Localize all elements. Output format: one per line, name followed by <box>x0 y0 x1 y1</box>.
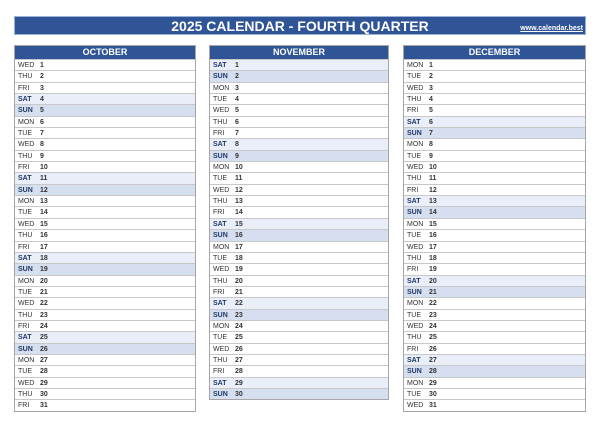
day-row <box>210 206 388 217</box>
day-row <box>404 343 585 354</box>
day-row <box>15 195 195 206</box>
weekday-label: SUN <box>18 186 33 194</box>
weekday-label: MON <box>18 118 35 126</box>
day-row <box>15 377 195 388</box>
day-row <box>404 184 585 195</box>
weekday-label: FRI <box>213 209 225 217</box>
day-number: 11 <box>235 175 243 183</box>
day-row <box>15 93 195 104</box>
weekday-label: TUE <box>213 254 227 262</box>
day-row <box>15 116 195 127</box>
day-row <box>210 252 388 263</box>
weekday-label: SAT <box>213 141 227 149</box>
weekday-label: THU <box>18 152 33 160</box>
day-row <box>15 206 195 217</box>
day-row <box>210 354 388 365</box>
day-row <box>15 331 195 342</box>
weekday-label: SAT <box>18 254 32 262</box>
day-number: 31 <box>40 402 48 410</box>
weekday-label: SUN <box>407 368 422 376</box>
day-number: 21 <box>235 288 243 296</box>
weekday-label: WED <box>407 322 424 330</box>
day-number: 22 <box>40 300 48 308</box>
weekday-label: FRI <box>407 107 419 115</box>
weekday-label: THU <box>18 73 33 81</box>
day-number: 10 <box>40 164 48 172</box>
day-number: 12 <box>40 186 48 194</box>
day-row <box>404 70 585 81</box>
weekday-label: MON <box>407 300 424 308</box>
month-header: DECEMBER <box>404 46 585 59</box>
weekday-label: SAT <box>213 220 227 228</box>
day-number: 26 <box>40 345 48 353</box>
weekday-label: SUN <box>18 266 33 274</box>
calendar-title <box>14 16 586 35</box>
day-number: 26 <box>429 345 437 353</box>
weekday-label: TUE <box>407 152 421 160</box>
day-row <box>15 388 195 399</box>
day-number: 6 <box>429 118 433 126</box>
day-number: 11 <box>429 175 437 183</box>
day-number: 29 <box>235 379 243 387</box>
day-number: 22 <box>235 300 243 308</box>
day-number: 5 <box>235 107 239 115</box>
day-row <box>15 309 195 320</box>
weekday-label: WED <box>18 62 35 69</box>
weekday-label: FRI <box>18 402 30 410</box>
day-number: 7 <box>235 130 239 138</box>
day-row <box>210 241 388 252</box>
weekday-label: SUN <box>407 288 422 296</box>
day-row <box>15 184 195 195</box>
day-number: 1 <box>40 62 44 69</box>
day-row <box>210 82 388 93</box>
day-number: 10 <box>429 164 437 172</box>
day-number: 2 <box>40 73 44 81</box>
day-number: 13 <box>235 198 243 206</box>
weekday-label: SAT <box>213 379 227 387</box>
weekday-label: TUE <box>407 73 421 81</box>
weekday-label: WED <box>213 186 230 194</box>
day-number: 20 <box>429 277 437 285</box>
day-number: 20 <box>235 277 243 285</box>
weekday-label: SAT <box>213 62 227 69</box>
day-number: 3 <box>40 84 44 92</box>
weekday-label: TUE <box>18 130 32 138</box>
day-number: 9 <box>40 152 44 160</box>
weekday-label: SUN <box>18 345 33 353</box>
weekday-label: MON <box>18 356 35 364</box>
day-number: 1 <box>235 62 239 69</box>
day-number: 2 <box>429 73 433 81</box>
day-row <box>210 275 388 286</box>
weekday-label: FRI <box>18 164 30 172</box>
weekday-label: SUN <box>213 232 228 240</box>
weekday-label: SAT <box>407 356 421 364</box>
day-row <box>404 320 585 331</box>
day-row <box>15 70 195 81</box>
day-number: 30 <box>235 390 243 398</box>
weekday-label: WED <box>213 266 230 274</box>
day-number: 13 <box>429 198 437 206</box>
day-row <box>210 116 388 127</box>
website-link[interactable]: www.calendar.best <box>520 25 583 32</box>
day-row <box>404 309 585 320</box>
weekday-label: SAT <box>407 118 421 126</box>
weekday-label: WED <box>18 379 35 387</box>
day-row <box>15 229 195 240</box>
weekday-label: THU <box>213 198 228 206</box>
day-number: 5 <box>40 107 44 115</box>
day-number: 4 <box>235 96 239 104</box>
weekday-label: SAT <box>18 334 32 342</box>
weekday-label: WED <box>213 107 230 115</box>
weekday-label: MON <box>407 141 424 149</box>
day-row <box>15 218 195 229</box>
day-number: 17 <box>429 243 437 251</box>
day-row <box>404 93 585 104</box>
weekday-label: SUN <box>407 130 422 138</box>
weekday-label: TUE <box>18 209 32 217</box>
day-number: 19 <box>235 266 243 274</box>
day-row <box>404 172 585 183</box>
day-row <box>15 241 195 252</box>
day-number: 24 <box>429 322 437 330</box>
day-row <box>210 218 388 229</box>
day-number: 21 <box>40 288 48 296</box>
day-number: 14 <box>235 209 243 217</box>
day-row <box>404 297 585 308</box>
day-row <box>404 377 585 388</box>
day-row <box>210 320 388 331</box>
day-row <box>404 138 585 149</box>
weekday-label: SUN <box>213 152 228 160</box>
day-row <box>15 275 195 286</box>
weekday-label: WED <box>213 345 230 353</box>
day-row <box>404 263 585 274</box>
day-number: 14 <box>40 209 48 217</box>
weekday-label: TUE <box>407 390 421 398</box>
day-number: 18 <box>429 254 437 262</box>
day-row <box>15 354 195 365</box>
day-row <box>210 138 388 149</box>
day-row <box>404 229 585 240</box>
day-row <box>210 184 388 195</box>
weekday-label: SUN <box>213 390 228 398</box>
day-row <box>15 104 195 115</box>
weekday-label: THU <box>213 118 228 126</box>
day-number: 25 <box>429 334 437 342</box>
day-number: 29 <box>40 379 48 387</box>
day-number: 15 <box>429 220 437 228</box>
day-number: 6 <box>235 118 239 126</box>
day-row <box>210 104 388 115</box>
day-row <box>404 354 585 365</box>
weekday-label: TUE <box>18 288 32 296</box>
month-header: OCTOBER <box>15 46 195 59</box>
day-number: 2 <box>235 73 239 81</box>
day-row <box>404 82 585 93</box>
weekday-label: SUN <box>407 209 422 217</box>
weekday-label: THU <box>213 277 228 285</box>
day-row <box>15 263 195 274</box>
weekday-label: MON <box>213 243 230 251</box>
day-number: 30 <box>429 390 437 398</box>
day-number: 18 <box>235 254 243 262</box>
day-row <box>404 252 585 263</box>
weekday-label: THU <box>407 175 422 183</box>
day-number: 1 <box>429 62 433 69</box>
weekday-label: THU <box>213 356 228 364</box>
day-row <box>210 331 388 342</box>
day-row <box>210 286 388 297</box>
weekday-label: SUN <box>213 311 228 319</box>
day-row <box>15 365 195 376</box>
day-row <box>15 252 195 263</box>
day-number: 4 <box>40 96 44 104</box>
day-row <box>210 172 388 183</box>
day-number: 10 <box>235 164 243 172</box>
day-row <box>15 286 195 297</box>
weekday-label: TUE <box>407 232 421 240</box>
day-row <box>404 104 585 115</box>
day-number: 23 <box>235 311 243 319</box>
weekday-label: WED <box>407 164 424 172</box>
day-row <box>404 388 585 399</box>
day-number: 15 <box>235 220 243 228</box>
day-row <box>404 127 585 138</box>
day-number: 13 <box>40 198 48 206</box>
day-number: 27 <box>235 356 243 364</box>
day-row <box>404 286 585 297</box>
day-row <box>404 150 585 161</box>
day-number: 11 <box>40 175 48 183</box>
day-number: 5 <box>429 107 433 115</box>
day-row <box>15 82 195 93</box>
month-december <box>403 45 586 412</box>
day-row <box>404 365 585 376</box>
day-row <box>210 297 388 308</box>
day-number: 15 <box>40 220 48 228</box>
day-row <box>15 161 195 172</box>
month-november <box>209 45 389 400</box>
weekday-label: THU <box>407 96 422 104</box>
weekday-label: FRI <box>407 345 419 353</box>
day-row <box>15 127 195 138</box>
weekday-label: SAT <box>18 175 32 183</box>
day-number: 8 <box>429 141 433 149</box>
day-number: 4 <box>429 96 433 104</box>
day-row <box>15 172 195 183</box>
weekday-label: TUE <box>213 334 227 342</box>
day-row <box>210 195 388 206</box>
day-row <box>210 343 388 354</box>
day-row <box>404 241 585 252</box>
month-header: NOVEMBER <box>210 46 388 59</box>
day-number: 8 <box>40 141 44 149</box>
day-row <box>15 399 195 410</box>
day-row <box>404 275 585 286</box>
day-number: 24 <box>40 322 48 330</box>
month-october <box>14 45 196 412</box>
weekday-label: SUN <box>213 73 228 81</box>
day-number: 17 <box>40 243 48 251</box>
day-number: 8 <box>235 141 239 149</box>
weekday-label: MON <box>213 164 230 172</box>
weekday-label: MON <box>18 198 35 206</box>
weekday-label: MON <box>407 220 424 228</box>
weekday-label: WED <box>18 141 35 149</box>
day-number: 25 <box>235 334 243 342</box>
day-row <box>210 263 388 274</box>
day-number: 23 <box>40 311 48 319</box>
weekday-label: FRI <box>18 84 30 92</box>
weekday-label: FRI <box>213 368 225 376</box>
weekday-label: SAT <box>407 277 421 285</box>
weekday-label: SAT <box>18 96 32 104</box>
day-number: 16 <box>429 232 437 240</box>
day-number: 21 <box>429 288 437 296</box>
day-number: 31 <box>429 402 437 410</box>
day-row <box>15 320 195 331</box>
day-number: 26 <box>235 345 243 353</box>
day-row <box>404 161 585 172</box>
day-row <box>15 138 195 149</box>
weekday-label: THU <box>407 254 422 262</box>
day-number: 24 <box>235 322 243 330</box>
day-row <box>210 365 388 376</box>
weekday-label: FRI <box>213 288 225 296</box>
day-number: 9 <box>235 152 239 160</box>
day-number: 27 <box>429 356 437 364</box>
day-number: 28 <box>429 368 437 376</box>
day-number: 16 <box>40 232 48 240</box>
weekday-label: MON <box>213 322 230 330</box>
weekday-label: FRI <box>213 130 225 138</box>
day-row <box>210 377 388 388</box>
day-number: 17 <box>235 243 243 251</box>
day-row <box>15 343 195 354</box>
day-row <box>404 206 585 217</box>
day-number: 3 <box>429 84 433 92</box>
day-number: 12 <box>429 186 437 194</box>
day-number: 20 <box>40 277 48 285</box>
day-row <box>210 127 388 138</box>
day-number: 22 <box>429 300 437 308</box>
day-number: 12 <box>235 186 243 194</box>
day-row <box>404 195 585 206</box>
day-number: 7 <box>429 130 433 138</box>
day-number: 7 <box>40 130 44 138</box>
day-number: 28 <box>40 368 48 376</box>
weekday-label: FRI <box>18 243 30 251</box>
day-row <box>15 150 195 161</box>
weekday-label: THU <box>18 311 33 319</box>
day-row <box>210 70 388 81</box>
day-row <box>15 59 195 70</box>
day-row <box>404 116 585 127</box>
day-number: 16 <box>235 232 243 240</box>
day-number: 19 <box>40 266 48 274</box>
weekday-label: FRI <box>18 322 30 330</box>
day-number: 9 <box>429 152 433 160</box>
day-row <box>210 59 388 70</box>
weekday-label: SAT <box>213 300 227 308</box>
day-number: 25 <box>40 334 48 342</box>
day-row <box>404 331 585 342</box>
weekday-label: THU <box>18 232 33 240</box>
day-number: 29 <box>429 379 437 387</box>
weekday-label: MON <box>213 84 230 92</box>
day-row <box>404 59 585 70</box>
day-row <box>15 297 195 308</box>
day-row <box>210 161 388 172</box>
day-number: 6 <box>40 118 44 126</box>
day-row <box>404 399 585 410</box>
day-row <box>210 388 388 399</box>
weekday-label: THU <box>407 334 422 342</box>
day-number: 3 <box>235 84 239 92</box>
weekday-label: SUN <box>18 107 33 115</box>
day-number: 19 <box>429 266 437 274</box>
day-number: 14 <box>429 209 437 217</box>
day-row <box>210 150 388 161</box>
day-row <box>210 309 388 320</box>
weekday-label: MON <box>407 62 424 69</box>
title-text: 2025 CALENDAR - FOURTH QUARTER <box>171 18 429 34</box>
day-row <box>210 229 388 240</box>
weekday-label: TUE <box>18 368 32 376</box>
day-row <box>210 93 388 104</box>
weekday-label: WED <box>18 300 35 308</box>
weekday-label: TUE <box>407 311 421 319</box>
weekday-label: WED <box>407 402 424 410</box>
weekday-label: WED <box>18 220 35 228</box>
weekday-label: TUE <box>213 96 227 104</box>
weekday-label: WED <box>407 84 424 92</box>
weekday-label: MON <box>407 379 424 387</box>
day-number: 30 <box>40 390 48 398</box>
weekday-label: THU <box>18 390 33 398</box>
weekday-label: MON <box>18 277 35 285</box>
weekday-label: FRI <box>407 186 419 194</box>
weekday-label: FRI <box>407 266 419 274</box>
day-number: 27 <box>40 356 48 364</box>
day-row <box>404 218 585 229</box>
day-number: 28 <box>235 368 243 376</box>
weekday-label: WED <box>407 243 424 251</box>
day-number: 18 <box>40 254 48 262</box>
weekday-label: TUE <box>213 175 227 183</box>
weekday-label: SAT <box>407 198 421 206</box>
day-number: 23 <box>429 311 437 319</box>
